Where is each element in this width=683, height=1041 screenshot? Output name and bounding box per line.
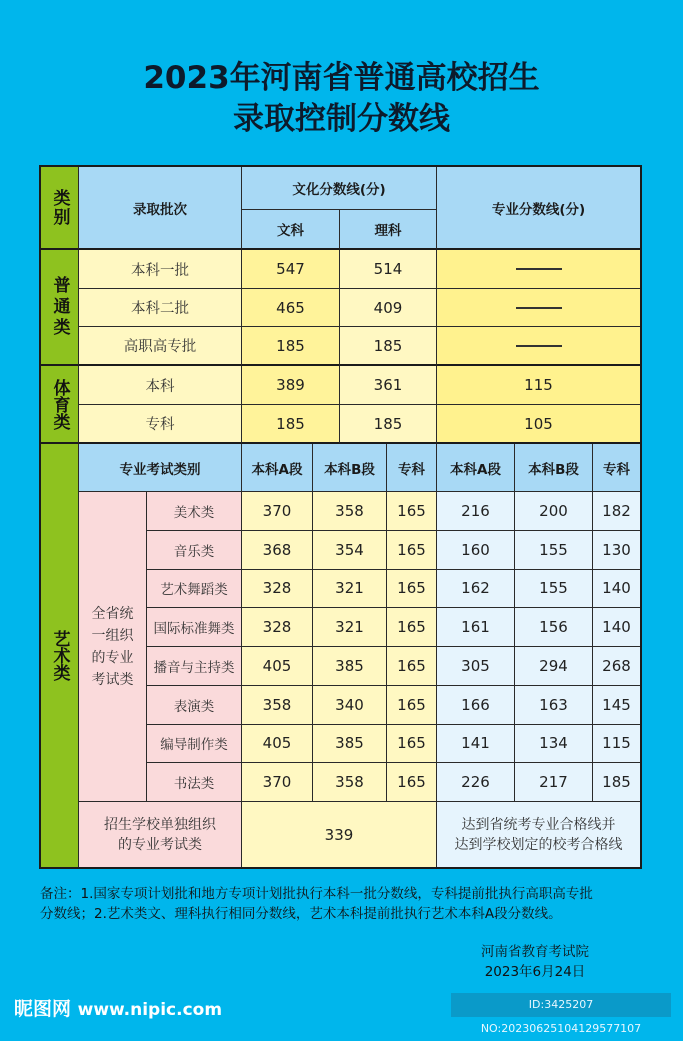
page-title-line1: 2023年河南省普通高校招生: [143, 60, 540, 96]
art-row-prof-a: 160: [437, 531, 515, 570]
art-row-culture-a: 370: [242, 492, 313, 531]
art-row-type: 音乐类: [147, 531, 242, 570]
score-table: [39, 165, 642, 869]
art-row-type: 美术类: [147, 492, 242, 531]
general-row-like: 409: [340, 289, 437, 327]
art-row-culture-a: 328: [242, 608, 313, 647]
art-row-type: 编导制作类: [147, 725, 242, 764]
general-row-batch: 高职高专批: [79, 327, 242, 366]
sports-row-batch: 本科: [79, 366, 242, 405]
general-row-batch: 本科一批: [79, 250, 242, 289]
art-header-culture-a: 本科A段: [242, 444, 313, 492]
art-row-culture-zk: 165: [387, 763, 437, 802]
sports-row-wenke: 389: [242, 366, 340, 405]
art-row-prof-a: 305: [437, 647, 515, 686]
art-row-culture-a: 405: [242, 725, 313, 764]
general-row-wenke: 465: [242, 289, 340, 327]
general-row-wenke: 547: [242, 250, 340, 289]
art-school-label-line1: 招生学校单独组织: [104, 816, 216, 833]
art-row-prof-zk: 182: [593, 492, 640, 531]
sports-row-like: 361: [340, 366, 437, 405]
art-row-culture-zk: 165: [387, 531, 437, 570]
art-row-culture-a: 405: [242, 647, 313, 686]
art-row-prof-b: 200: [515, 492, 593, 531]
art-row-prof-b: 155: [515, 570, 593, 609]
art-row-prof-b: 217: [515, 763, 593, 802]
art-row-prof-b: 134: [515, 725, 593, 764]
page-title-line2: 录取控制分数线: [233, 101, 450, 137]
art-header-culture-zk: 专科: [387, 444, 437, 492]
general-row-batch: 本科二批: [79, 289, 242, 327]
art-row-culture-b: 358: [313, 492, 387, 531]
art-row-type: 艺术舞蹈类: [147, 570, 242, 609]
art-header-prof-a: 本科A段: [437, 444, 515, 492]
header-culture-group: 文化分数线(分): [242, 167, 437, 210]
watermark-brand-name: 昵图网: [14, 998, 72, 1020]
art-row-prof-a: 226: [437, 763, 515, 802]
category-sports-label: 体育类: [49, 378, 70, 430]
header-batch: 录取批次: [79, 167, 242, 250]
art-row-culture-zk: 165: [387, 492, 437, 531]
art-row-culture-b: 385: [313, 647, 387, 686]
art-row-culture-a: 328: [242, 570, 313, 609]
art-row-prof-b: 155: [515, 531, 593, 570]
art-row-culture-a: 358: [242, 686, 313, 725]
header-category: [41, 167, 79, 250]
art-header-prof-b: 本科B段: [515, 444, 593, 492]
sports-row-batch: 专科: [79, 405, 242, 444]
art-row-prof-a: 161: [437, 608, 515, 647]
dash-placeholder: [516, 345, 562, 347]
watermark-brand: [14, 994, 222, 1021]
art-unified-group-label: [79, 492, 147, 802]
category-art: [41, 444, 79, 867]
art-row-prof-a: 141: [437, 725, 515, 764]
general-row-professional: [437, 289, 640, 327]
art-school-row-professional: [437, 802, 640, 867]
dash-placeholder: [516, 307, 562, 309]
art-header-prof-zk: 专科: [593, 444, 640, 492]
art-header-culture-b: 本科B段: [313, 444, 387, 492]
art-row-culture-a: 370: [242, 763, 313, 802]
dash-placeholder: [516, 268, 562, 270]
header-category-label: 类别: [49, 188, 70, 227]
art-row-culture-zk: 165: [387, 570, 437, 609]
art-row-type: 表演类: [147, 686, 242, 725]
signature-date: 2023年6月24日: [484, 964, 586, 980]
art-row-prof-b: 156: [515, 608, 593, 647]
art-school-prof-line2: 达到学校划定的校考合格线: [454, 836, 623, 853]
category-general: [41, 250, 79, 366]
watermark-site: www.nipic.com: [77, 1000, 223, 1020]
art-row-prof-zk: 115: [593, 725, 640, 764]
art-row-culture-b: 354: [313, 531, 387, 570]
art-school-label-line2: 的专业考试类: [118, 836, 202, 853]
notes: [40, 884, 650, 924]
art-row-culture-b: 321: [313, 608, 387, 647]
art-row-culture-zk: 165: [387, 686, 437, 725]
art-row-culture-b: 385: [313, 725, 387, 764]
general-row-professional: [437, 327, 640, 366]
art-row-prof-a: 166: [437, 686, 515, 725]
notes-line2: 分数线；2.艺术类文、理科执行相同分数线，艺术本科提前批执行艺术本科A段分数线。: [40, 906, 562, 922]
art-row-culture-zk: 165: [387, 647, 437, 686]
sports-row-wenke: 185: [242, 405, 340, 444]
sports-row-professional: 105: [437, 405, 640, 444]
signature-org: 河南省教育考试院: [481, 944, 589, 960]
general-row-like: 185: [340, 327, 437, 366]
general-row-professional: [437, 250, 640, 289]
art-row-prof-b: 163: [515, 686, 593, 725]
category-sports: [41, 366, 79, 444]
art-school-prof-line1: 达到省统考专业合格线并: [461, 816, 616, 833]
art-row-prof-a: 162: [437, 570, 515, 609]
category-art-label: 艺术类: [49, 630, 70, 681]
art-row-prof-zk: 185: [593, 763, 640, 802]
art-row-culture-zk: 165: [387, 725, 437, 764]
art-row-prof-zk: 140: [593, 570, 640, 609]
general-row-wenke: 185: [242, 327, 340, 366]
art-row-prof-zk: 268: [593, 647, 640, 686]
category-general-label: 普通类: [49, 275, 70, 339]
art-row-type: 国际标准舞类: [147, 608, 242, 647]
art-row-prof-a: 216: [437, 492, 515, 531]
art-unified-group-text: 全省统一组织的专业考试类: [91, 605, 134, 688]
art-row-prof-zk: 130: [593, 531, 640, 570]
art-row-prof-zk: 140: [593, 608, 640, 647]
art-row-culture-b: 321: [313, 570, 387, 609]
header-professional-group: 专业分数线(分): [437, 167, 640, 250]
art-row-culture-b: 358: [313, 763, 387, 802]
sports-row-like: 185: [340, 405, 437, 444]
art-row-prof-zk: 145: [593, 686, 640, 725]
art-row-culture-zk: 165: [387, 608, 437, 647]
general-row-like: 514: [340, 250, 437, 289]
art-school-row-culture: 339: [242, 802, 437, 867]
header-culture-like: 理科: [340, 210, 437, 250]
art-school-row-label: [79, 802, 242, 867]
header-culture-wenke: 文科: [242, 210, 340, 250]
notes-line1: 备注：1.国家专项计划批和地方专项计划批执行本科一批分数线，专科提前批执行高职高专批: [40, 886, 593, 902]
art-row-culture-a: 368: [242, 531, 313, 570]
watermark-id: ID:3425207 NO:20230625104129577107: [451, 993, 671, 1017]
art-row-type: 播音与主持类: [147, 647, 242, 686]
art-header-exam-type: 专业考试类别: [79, 444, 242, 492]
sports-row-professional: 115: [437, 366, 640, 405]
art-row-type: 书法类: [147, 763, 242, 802]
art-row-culture-b: 340: [313, 686, 387, 725]
art-row-prof-b: 294: [515, 647, 593, 686]
